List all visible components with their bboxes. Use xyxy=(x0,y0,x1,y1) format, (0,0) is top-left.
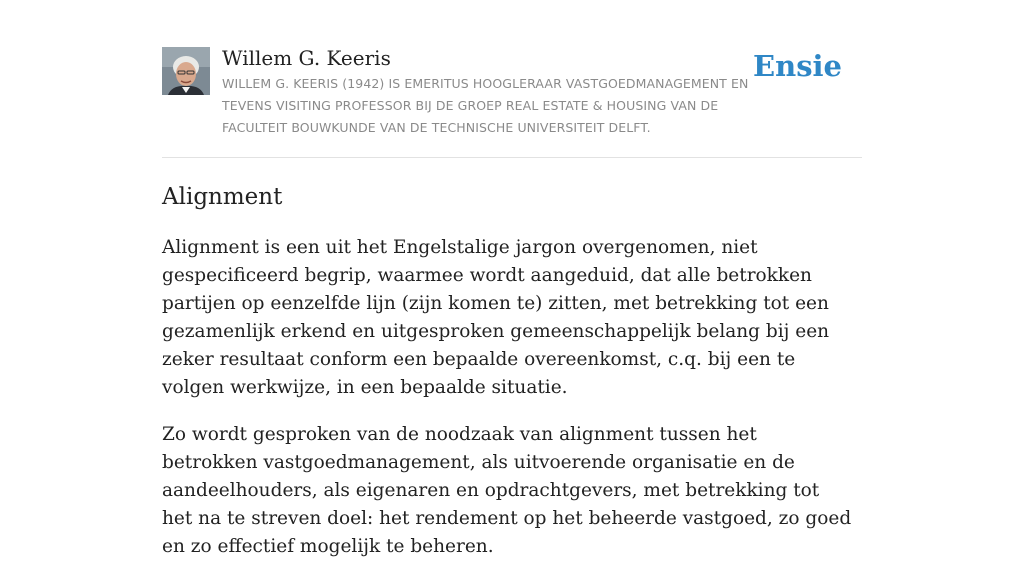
article-title: Alignment xyxy=(162,184,283,210)
author-header xyxy=(162,44,862,158)
author-avatar[interactable] xyxy=(162,47,210,95)
ensie-logo[interactable]: Ensie xyxy=(753,49,842,83)
person-photo-icon xyxy=(162,47,210,95)
article xyxy=(162,180,862,580)
author-name[interactable]: Willem G. Keeris xyxy=(222,46,391,70)
article-paragraph: Zo wordt gesproken van de noodzaak van alignment tussen het betrokken vastgoedmanagement, als uitvoerende organisatie en de aandeelhouders, als eigenaren en opdrachtgevers, met betrekking tot het na te streven doel: het rendement op het beheerde vastgoed, zo goed en zo effectief mogelijk te beheren. xyxy=(162,424,852,557)
article-paragraph: Alignment is een uit het Engelstalige jargon overgenomen, niet gespecificeerd begrip, waarmee wordt aangeduid, dat alle betrokken partijen op eenzelfde lijn (zijn komen te) zitten, met betrekking tot een gezamenlijk erkend en uitgesproken gemeenschappelijk belang bij een zeker resultaat conform een bepaalde overeenkomst, c.q. bij een te volgen werkwijze, in een bepaalde situatie. xyxy=(162,237,830,398)
author-bio: WILLEM G. KEERIS (1942) IS EMERITUS HOOGLERAAR VASTGOEDMANAGEMENT EN TEVENS VISITING PROFESSOR BIJ DE GROEP REAL ESTATE & HOUSING VAN DE FACULTEIT BOUWKUNDE VAN DE TECHNISCHE UNIVERSITEIT DELFT. xyxy=(222,76,749,135)
